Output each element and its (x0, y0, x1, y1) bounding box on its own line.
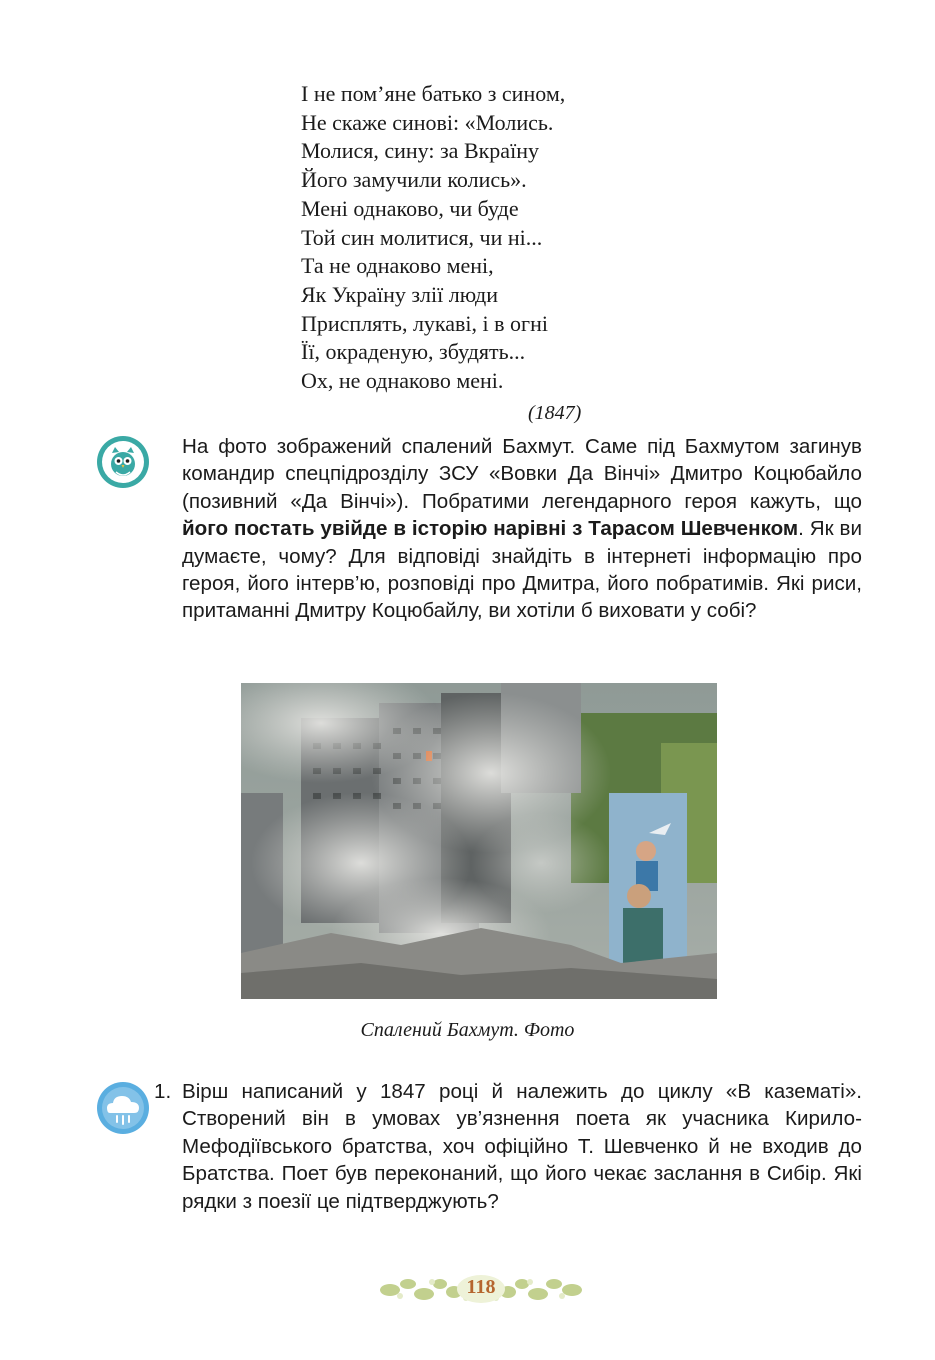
task-text-after: . Як ви думаєте, чому? Для відповіді знайдіть в інтернеті інформацію про героя, його інтерв’ю, розповіді про Дмитра, його побратимів. Які риси, притаманні Дмитру Коцюбайлу, ви хотіли б виховати у собі? (182, 517, 862, 623)
poem-line: Присплять, лукаві, і в огні (301, 310, 548, 336)
bakhmut-photo (241, 683, 717, 999)
poem-date: (1847) (528, 402, 582, 424)
poem-line: Ох, не однаково мені. (301, 368, 504, 394)
task-text-bold: його постать увійде в історію нарівні з Тарасом Шевченком (182, 517, 799, 541)
poem (301, 80, 631, 396)
question-text: Вірш написаний у 1847 році й належить до циклу «В казематі». Створений він в умовах ув’язнення поета як учасника Кирило-Мефодіївського братства, хоч офіційно Т. Шевченко й не входив до Братства. Поет був переконаний, що його чекає заслання в Сибір. Які рядки з поезії це підтверджують? (182, 1080, 862, 1213)
owl-icon (95, 434, 151, 490)
poem-line: Його замучили колись». (301, 167, 527, 193)
poem-line: Той син молитися, чи ні... (301, 224, 543, 250)
photo-caption: Спалений Бахмут. Фото (360, 1019, 575, 1041)
task-text (182, 433, 862, 625)
poem-line: Її, окраденую, збудять... (301, 339, 526, 365)
poem-line: Молися, сину: за Вкраїну (301, 138, 539, 164)
page-number: 118 (466, 1276, 496, 1298)
poem-line: Та не однаково мені, (301, 253, 494, 279)
cloud-question-icon (95, 1080, 151, 1136)
poem-line: Мені однаково, чи буде (301, 195, 519, 221)
task-text-before: На фото зображений спалений Бахмут. Саме під Бахмутом загинув командир спецпідрозділу ЗСУ «Вовки Да Вінчі» Дмитро Коцюбайло (позивний «Да Вінчі»). Побратими легендарного героя кажуть, що (182, 435, 862, 513)
poem-line: Не скаже синові: «Молись. (301, 109, 554, 135)
poem-line: Як Україну злії люди (301, 281, 499, 307)
poem-line: І не пом’яне батько з сином, (301, 81, 566, 106)
page-number-ornament (378, 1270, 584, 1310)
question-number: 1. (154, 1080, 172, 1103)
